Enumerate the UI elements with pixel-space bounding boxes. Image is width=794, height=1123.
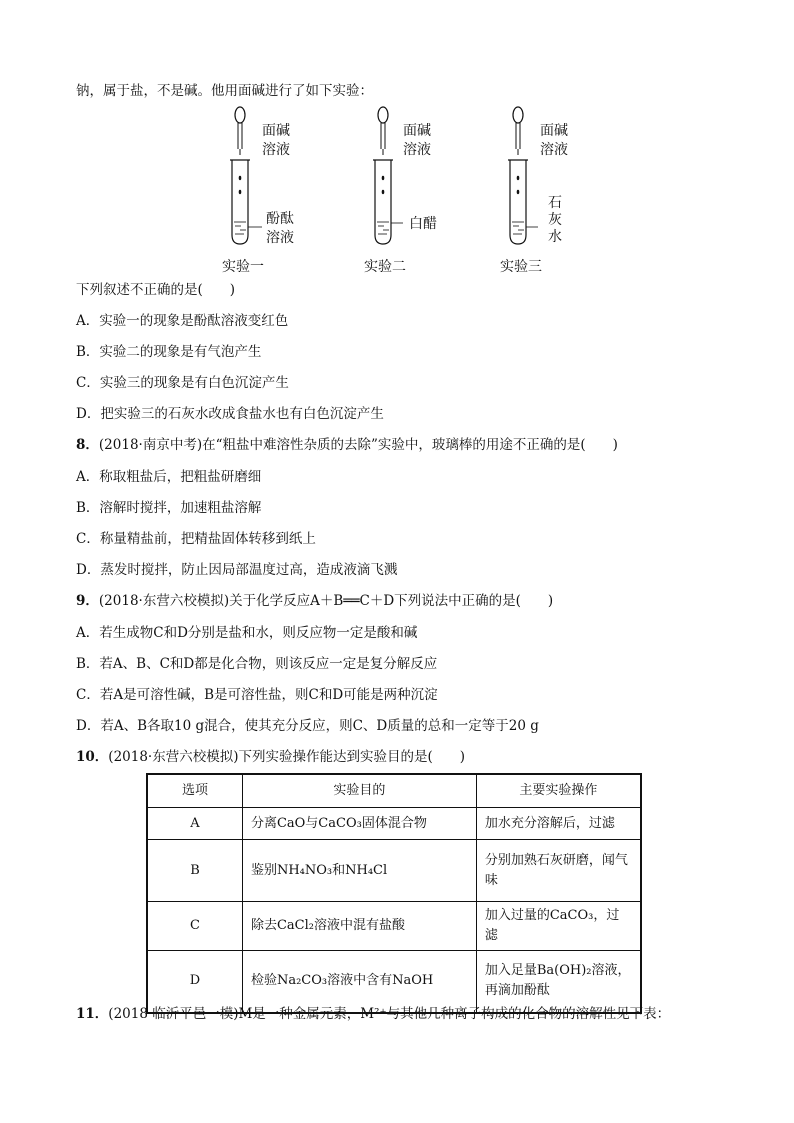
q11-number: 11． — [76, 1006, 109, 1022]
dropper-2 — [378, 107, 388, 155]
test-tube-2 — [373, 160, 403, 244]
test-tube-3 — [508, 160, 538, 244]
q9-option-c: C．若A是可溶性碱，B是可溶性盐，则C和D可能是两种沉淀 — [76, 687, 438, 703]
caption-experiment-3: 实验三 — [500, 259, 542, 275]
test-tube-1 — [230, 160, 262, 244]
tube-3-label-char-1: 石 — [548, 195, 562, 211]
table-cell-operation: 加入过量的CaCO₃，过滤 — [476, 902, 641, 951]
q9-option-b: B．若A、B、C和D都是化合物，则该反应一定是复分解反应 — [76, 656, 438, 672]
dropper-1-label-line2: 溶液 — [262, 142, 290, 158]
dropper-2-label-line2: 溶液 — [403, 142, 431, 158]
q8-stem: (2018·南京中考)在“粗盐中难溶性杂质的去除”实验中，玻璃棒的用途不正确的是( ) — [98, 437, 618, 453]
q8-option-a: A．称取粗盐后，把粗盐研磨细 — [76, 469, 262, 485]
q8-option-c: C．称量精盐前，把精盐固体转移到纸上 — [76, 531, 316, 547]
table-header-goal: 实验目的 — [242, 774, 476, 808]
table-row — [147, 902, 641, 951]
q9-stem: (2018·东营六校模拟)关于化学反应A＋B══C＋D下列说法中正确的是( ) — [98, 593, 554, 609]
dropper-3-label-line1: 面碱 — [540, 123, 568, 139]
caption-experiment-1: 实验一 — [222, 259, 264, 275]
q7-stem: 下列叙述不正确的是( ) — [76, 282, 236, 298]
table-cell-goal: 检验Na₂CO₃溶液中含有NaOH — [242, 951, 476, 1013]
q9-stem-line — [76, 592, 553, 610]
dropper-1-label-line1: 面碱 — [262, 123, 290, 139]
table-header-row — [147, 774, 641, 808]
q11-stem-line — [76, 1005, 670, 1023]
q8-option-d: D．蒸发时搅拌，防止因局部温度过高，造成液滴飞溅 — [76, 562, 398, 578]
table-cell-operation: 加入足量Ba(OH)₂溶液，再滴加酚酞 — [476, 951, 641, 1013]
tube-3-label-char-2: 灰 — [548, 212, 562, 228]
table-cell-goal: 分离CaO与CaCO₃固体混合物 — [242, 808, 476, 840]
table-cell-operation: 分别加熟石灰研磨，闻气味 — [476, 840, 641, 902]
caption-experiment-2: 实验二 — [364, 259, 406, 275]
q7-option-d: D．把实验三的石灰水改成食盐水也有白色沉淀产生 — [76, 406, 384, 422]
q7-option-c: C．实验三的现象是有白色沉淀产生 — [76, 375, 289, 391]
q9-number: 9． — [76, 593, 99, 609]
table-cell-option: C — [147, 902, 242, 951]
q10-options-table — [146, 773, 642, 1014]
q10-number: 10． — [76, 749, 109, 765]
dropper-2-label-line1: 面碱 — [403, 123, 431, 139]
dropper-3-label-line2: 溶液 — [540, 142, 568, 158]
q7-option-a: A．实验一的现象是酚酞溶液变红色 — [76, 313, 289, 329]
tube-2-label: 白醋 — [409, 216, 437, 232]
tube-3-label-char-3: 水 — [548, 229, 562, 245]
dropper-3 — [513, 107, 523, 155]
table-cell-option: A — [147, 808, 242, 840]
table-header-operation: 主要实验操作 — [476, 774, 641, 808]
table-cell-goal: 鉴别NH₄NO₃和NH₄Cl — [242, 840, 476, 902]
table-cell-option: B — [147, 840, 242, 902]
q8-stem-line — [76, 436, 618, 454]
table-row — [147, 840, 641, 902]
tube-1-label-line2: 溶液 — [266, 230, 294, 246]
experiment-diagram — [210, 105, 600, 285]
q8-number: 8． — [76, 437, 99, 453]
intro-text: 钠，属于盐，不是碱。他用面碱进行了如下实验： — [76, 83, 373, 99]
q10-stem: (2018·东营六校模拟)下列实验操作能达到实验目的是( ) — [108, 749, 466, 765]
q8-option-b: B．溶解时搅拌，加速粗盐溶解 — [76, 500, 262, 516]
table-cell-operation: 加水充分溶解后，过滤 — [476, 808, 641, 840]
q7-option-b: B．实验二的现象是有气泡产生 — [76, 344, 262, 360]
dropper-1 — [235, 107, 245, 155]
table-row — [147, 808, 641, 840]
table-header-option: 选项 — [147, 774, 242, 808]
table-row — [147, 951, 641, 1013]
tube-1-label-line1: 酚酞 — [266, 211, 294, 227]
q9-option-d: D．若A、B各取10 g混合，使其充分反应，则C、D质量的总和一定等于20 g — [76, 718, 539, 734]
q10-stem-line — [76, 748, 465, 766]
table-cell-goal: 除去CaCl₂溶液中混有盐酸 — [242, 902, 476, 951]
table-cell-option: D — [147, 951, 242, 1013]
experiment-figure — [210, 105, 600, 285]
q9-option-a: A．若生成物C和D分别是盐和水，则反应物一定是酸和碱 — [76, 625, 418, 641]
q11-stem: (2018·临沂平邑一模)M是一种金属元素，M²⁺与其他几种离子构成的化合物的溶解性见下表： — [108, 1006, 671, 1022]
